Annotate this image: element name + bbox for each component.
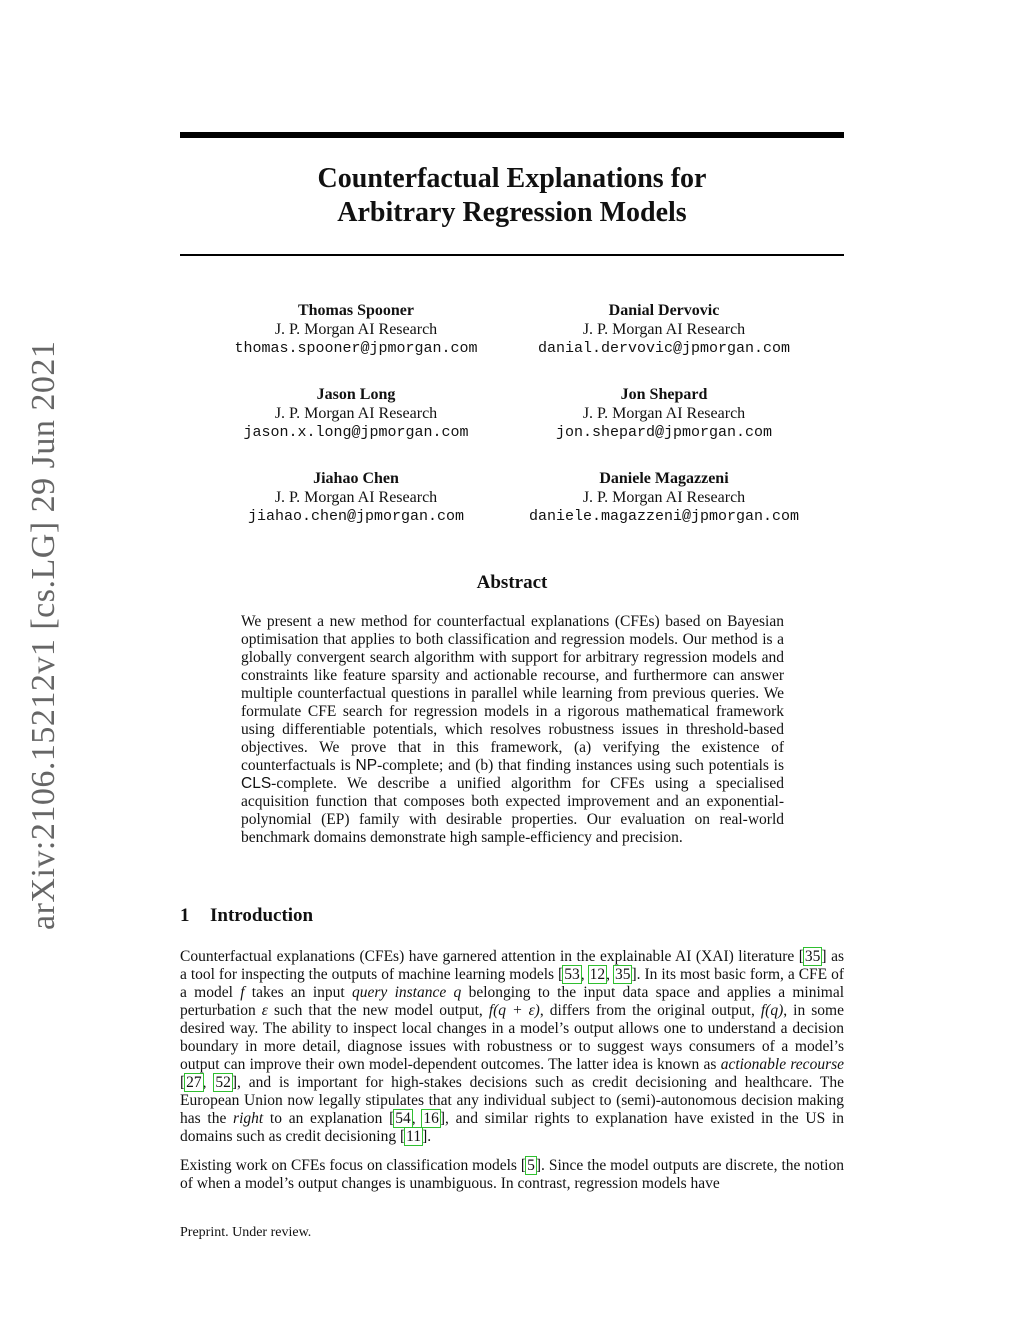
emphasis: right (233, 1110, 264, 1127)
footer-note: Preprint. Under review. (180, 1225, 312, 1240)
title-top-rule (180, 132, 844, 138)
author-affiliation: J. P. Morgan AI Research (274, 489, 438, 506)
author-affiliation: J. P. Morgan AI Research (582, 489, 746, 506)
emphasis: query instance (352, 984, 447, 1001)
author-name: Daniele Magazzeni (599, 470, 729, 487)
paragraph: Counterfactual explanations (CFEs) have garnered attention in the explainable AI (XAI) literature [35] as a tool for inspecting the outputs of machine learning models [53, 12, 35]. In its most basic form, a CFE of a model f takes an input query instance q belonging to the input data space and applies a minimal perturbation ε such that the new model output, f(q + ε), differs from the original output, f(q), in some desired way. The ability to inspect local changes in a model’s output allows one to understand a decision boundary in more detail, diagnose issues with robustness or to suggest ways consumers of a model’s output can improve their own model-dependent outcomes. The latter idea is known as actionable recourse [27, 52], and is important for high-stakes decisions such as credit decisioning and healthcare. The European Union now legally stipulates that any individual subject to (semi)-autonomous decision making has the right to an explanation [54, 16], and similar rights to explanation have existed in the US in domains such as credit decisioning [11]. (180, 948, 845, 1145)
author-email[interactable]: jon.shepard@jpmorgan.com (555, 424, 773, 441)
citation-link[interactable]: 35 (614, 966, 631, 983)
author-name: Jason Long (316, 386, 396, 403)
complexity-class-np: NP (355, 757, 378, 774)
title-line-2: Arbitrary Regression Models (337, 197, 687, 228)
title-bottom-rule (180, 254, 844, 256)
author-email[interactable]: danial.dervovic@jpmorgan.com (537, 340, 791, 357)
paper-title (180, 162, 844, 230)
title-line-1: Counterfactual Explanations for (317, 163, 707, 194)
author-name: Thomas Spooner (297, 302, 415, 319)
math-expression: f(q) (760, 1002, 784, 1019)
author-email[interactable]: jiahao.chen@jpmorgan.com (247, 508, 465, 525)
author-block (504, 385, 824, 442)
citation-link[interactable]: 27 (186, 1074, 202, 1091)
author-name: Danial Dervovic (608, 302, 720, 319)
author-affiliation: J. P. Morgan AI Research (582, 321, 746, 338)
author-email[interactable]: jason.x.long@jpmorgan.com (243, 424, 469, 441)
math-symbol: q (453, 984, 462, 1001)
author-affiliation: J. P. Morgan AI Research (274, 405, 438, 422)
citation-link[interactable]: 54 (395, 1110, 411, 1127)
author-block (196, 469, 516, 526)
math-symbol: ε (261, 1002, 268, 1019)
math-expression: f(q + ε) (488, 1002, 540, 1019)
citation-link[interactable]: 11 (406, 1128, 422, 1145)
citation-link[interactable]: 35 (804, 948, 821, 965)
abstract-text: We present a new method for counterfactual explanations (CFEs) based on Bayesian optimisation that applies to both classification and regression models. Our method is a globally convergent search algorithm with support for arbitrary regression models and constraints like feature sparsity and actionable recourse, and furthermore can answer multiple counterfactual questions in parallel while learning from previous queries. We formulate CFE search for regression models in a rigorous mathematical framework using differentiable potentials, which resolves robustness issues in threshold-based objectives. We prove that in this framework, (a) verifying the existence of counterfactuals is NP-complete; and (b) that finding instances using such potentials is CLS-complete. We describe a unified algorithm for CFEs using a specialised acquisition function that composes both expected improvement and an exponential-polynomial (EP) family with desirable properties. Our evaluation on real-world benchmark domains demonstrate high sample-efficiency and precision. (241, 613, 784, 846)
section-title: Introduction (210, 905, 314, 926)
citation-link[interactable]: 16 (423, 1110, 439, 1127)
author-affiliation: J. P. Morgan AI Research (582, 405, 746, 422)
author-block (196, 301, 516, 358)
citation-link[interactable]: 52 (215, 1074, 231, 1091)
abstract-heading: Abstract (476, 572, 548, 593)
author-name: Jon Shepard (620, 386, 708, 403)
author-email[interactable]: daniele.magazzeni@jpmorgan.com (528, 508, 800, 525)
author-block (504, 301, 824, 358)
section-heading (180, 905, 313, 927)
author-block (196, 385, 516, 442)
arxiv-identifier: arXiv:2106.15212v1 [cs.LG] 29 Jun 2021 (25, 340, 62, 930)
emphasis: actionable recourse (720, 1056, 845, 1073)
author-affiliation: J. P. Morgan AI Research (274, 321, 438, 338)
author-block (492, 469, 836, 526)
citation-link[interactable]: 53 (564, 966, 580, 983)
author-email[interactable]: thomas.spooner@jpmorgan.com (234, 340, 478, 357)
section-number: 1 (180, 905, 190, 926)
paragraph: Existing work on CFEs focus on classification models [5]. Since the model outputs are discrete, the notion of when a model’s output changes is unambiguous. In contrast, regression models have (180, 1157, 844, 1192)
author-name: Jiahao Chen (313, 470, 399, 487)
complexity-class-cls: CLS (241, 775, 272, 792)
citation-link[interactable]: 5 (527, 1157, 535, 1174)
math-symbol: f (240, 984, 245, 1001)
citation-link[interactable]: 12 (589, 966, 606, 983)
